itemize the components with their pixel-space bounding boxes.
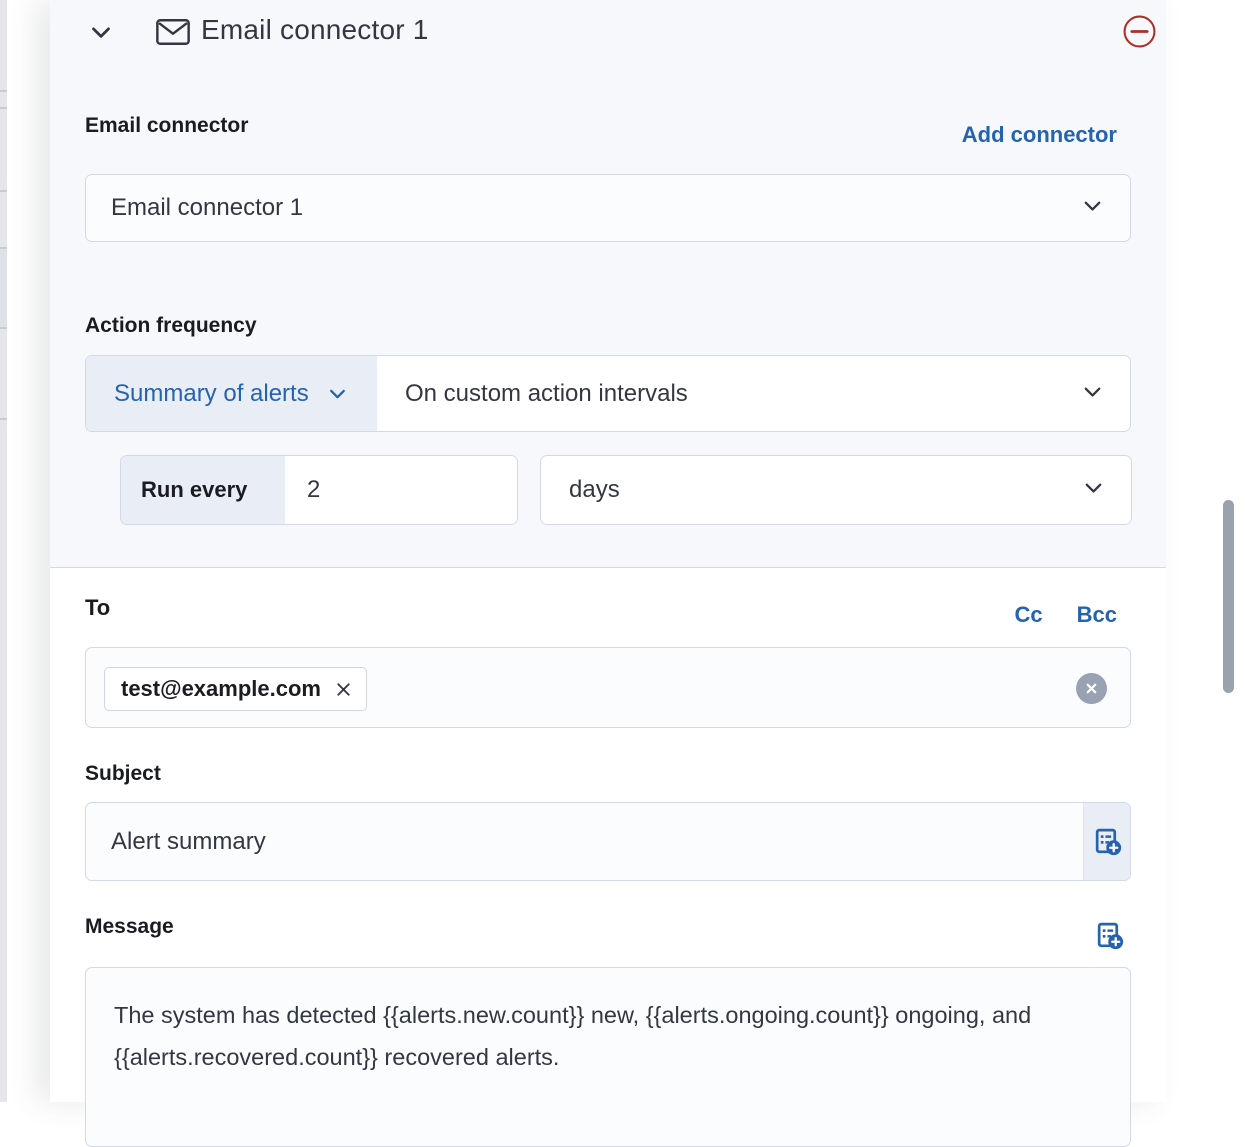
background-row-divider [0, 327, 7, 329]
background-row-shade [0, 247, 7, 327]
message-textarea[interactable] [85, 967, 1131, 1147]
subject-field-group [85, 802, 1131, 881]
run-every-label: Run every [141, 477, 248, 502]
background-row-divider [0, 107, 7, 109]
background-row-divider [0, 418, 7, 420]
run-every-label-prepend [121, 456, 285, 524]
action-config-section [50, 0, 1166, 568]
recipient-pill [104, 667, 367, 711]
subject-label: Subject [85, 762, 161, 785]
scrollbar-thumb[interactable] [1223, 500, 1234, 693]
email-connector-label: Email connector [85, 114, 249, 137]
remove-action-button[interactable] [1122, 14, 1157, 49]
message-add-variable-button[interactable] [1094, 920, 1125, 951]
run-every-input[interactable] [285, 476, 517, 504]
minus-circle-icon [1122, 14, 1157, 49]
action-interval-select[interactable] [377, 356, 1130, 431]
notify-when-value: Summary of alerts [114, 379, 309, 407]
chevron-down-icon [1079, 192, 1106, 224]
add-connector-link[interactable]: Add connector [961, 122, 1117, 147]
subject-input-wrap [86, 803, 1083, 880]
email-icon [154, 13, 192, 56]
to-label: To [85, 595, 111, 620]
remove-recipient-icon[interactable] [333, 679, 354, 700]
action-frequency-label: Action frequency [85, 314, 257, 337]
action-flyout-panel [50, 0, 1166, 1102]
chevron-down-icon [325, 381, 350, 406]
connector-select-value: Email connector 1 [111, 194, 304, 221]
notify-when-select[interactable] [86, 356, 377, 431]
connector-select[interactable] [85, 174, 1131, 242]
recipient-pill-text: test@example.com [121, 676, 321, 701]
cc-bcc-links [1015, 602, 1117, 628]
action-title: Email connector 1 [201, 14, 429, 45]
to-combobox[interactable] [85, 647, 1131, 728]
chevron-down-icon [1080, 474, 1107, 506]
interval-unit-select[interactable] [540, 455, 1132, 525]
background-row-divider [0, 190, 7, 192]
accordion-toggle-button[interactable] [86, 17, 116, 47]
interval-unit-value: days [569, 476, 620, 503]
chevron-down-icon [1079, 378, 1106, 410]
subject-add-variable-button[interactable] [1083, 803, 1130, 880]
message-label: Message [85, 915, 174, 938]
subject-input[interactable] [86, 828, 1083, 856]
add-variable-icon [1092, 826, 1123, 857]
action-interval-value: On custom action intervals [405, 379, 688, 407]
add-variable-icon [1094, 920, 1125, 951]
clear-x-icon [1084, 681, 1099, 696]
chevron-down-icon [86, 17, 116, 47]
action-frequency-control [85, 355, 1131, 432]
cc-link[interactable]: Cc [1014, 602, 1043, 627]
run-every-input-wrap [285, 456, 517, 524]
run-every-group [120, 455, 518, 525]
clear-recipients-button[interactable] [1076, 673, 1107, 704]
bcc-link[interactable]: Bcc [1076, 602, 1117, 627]
background-table-edge [0, 0, 7, 1102]
background-row-divider [0, 247, 7, 249]
background-row-divider [0, 90, 7, 92]
